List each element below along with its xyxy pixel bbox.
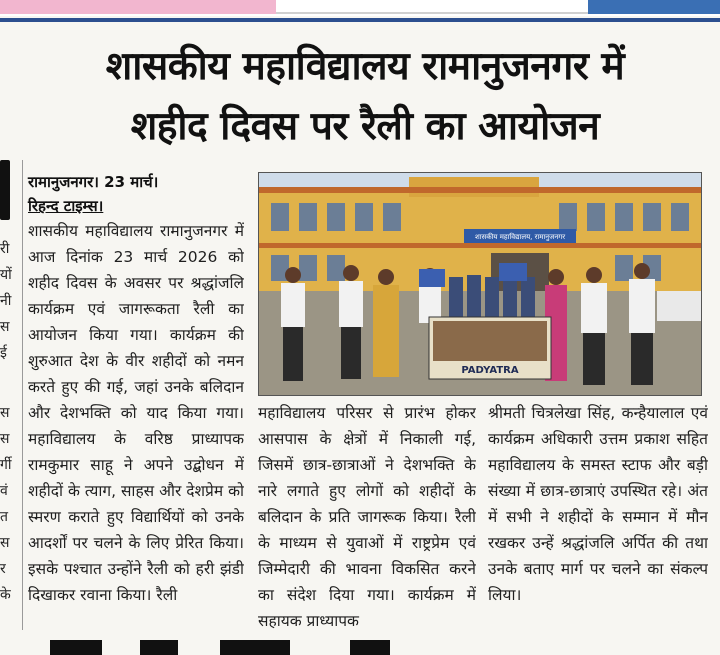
top-bar-white-segment (276, 0, 588, 14)
article-column-1: शासकीय महाविद्यालय रामानुजनगर में आज दिनांक 23 मार्च 2026 को शहीद दिवस के अवसर पर श्रद्धांजलि कार्यक्रम एवं जागरूकता रैली का आयोजन किया गया। कार्यक्रम की शुरुआत देश के वीर शहीदों को नमन करते हुए की गई, जहां उनके बलिदान और देशभक्ति को याद किया गया। महाविद्यालय के वरिष्ठ प्राध्यापक रामकुमार साहू ने अपने उद्बोधन में शहीदों के त्याग, साहस और देशप्रेम को स्मरण कराते हुए विद्यार्थियों को उनके आदर्शों पर चलने के लिए प्रेरित किया। इसके पश्चात उन्होंने रैली को हरी झंडी दिखाकर रवाना किया। रैली (28, 222, 244, 604)
fragment-5: स (0, 405, 10, 421)
article-column-3: श्रीमती चित्रलेखा सिंह, कन्हैयालाल एवं कार्यक्रम अधिकारी उत्तम प्रकाश सहित महाविद्यालय के समस्त स्टाफ और बड़ी संख्या में छात्र-छात्राएं उपस्थित रहे। अंत में सभी ने शहीदों के सम्मान में मौन रखकर उन्हें श्रद्धांजलि अर्पित की तथा उनके बताए मार्ग पर चलने का संकल्प लिया। (488, 404, 708, 604)
banner-text: PADYATRA (461, 365, 519, 376)
rally-photo (258, 172, 702, 396)
rally-photo-illustration (259, 173, 701, 395)
fragment-10: स (0, 535, 10, 551)
adjacent-article-fragment (0, 160, 22, 655)
fragment-4: ई (0, 345, 7, 361)
headline-line-2: शहीद दिवस पर रैली का आयोजन (130, 104, 600, 149)
next-headline-glyph (140, 640, 178, 655)
header-rule (0, 18, 720, 22)
fragment-2: नी (0, 293, 12, 309)
news-credit (28, 196, 103, 216)
top-bar-blue-segment (588, 0, 720, 14)
credit-text: रिहन्द टाइम्स। (28, 197, 104, 215)
headline-line-1: शासकीय महाविद्यालय रामानुजनगर में (105, 44, 625, 89)
building-trim-top (259, 187, 701, 193)
top-bar-pink-segment (0, 0, 276, 14)
college-name-board-text: शासकीय महाविद्यालय, रामानुजनगर (474, 233, 566, 241)
article-column-2: महाविद्यालय परिसर से प्रारंभ होकर आसपास के क्षेत्रों में निकाली गई, जिसमें छात्र-छात्राओं ने देशभक्ति के नारे लगाते हुए लोगों को शहीदों के बलिदान के प्रति जागरूक किया। रैली के माध्यम से युवाओं में राष्ट्रप्रेम एवं जिम्मेदारी की भावना विकसित करने का संदेश दिया गया। कार्यक्रम में सहायक प्राध्यापक (258, 404, 476, 630)
next-headline-glyph (220, 640, 290, 655)
fragment-8: वं (0, 483, 8, 499)
fragment-1: यों (0, 267, 12, 283)
fragment-12: के (0, 587, 11, 603)
column-divider (22, 160, 23, 630)
fragment-11: र (0, 561, 6, 577)
fragment-6: स (0, 431, 10, 447)
placard-2 (499, 263, 527, 281)
adjacent-headline-glyph (0, 160, 10, 220)
building-trim-mid (259, 243, 701, 248)
placard (419, 269, 445, 287)
parked-car (657, 291, 701, 321)
participant-in-saree (373, 285, 399, 377)
next-headline-glyph (350, 640, 390, 655)
next-headline-fragment (20, 640, 710, 655)
next-headline-glyph (50, 640, 102, 655)
banner-portraits (433, 321, 547, 361)
fragment-0: री (0, 241, 10, 257)
fragment-9: त (0, 509, 8, 525)
fragment-3: स (0, 319, 10, 335)
dateline: रामानुजनगर। 23 मार्च। (28, 173, 159, 191)
fragment-7: र्गी (0, 457, 12, 473)
top-color-bar (0, 0, 720, 16)
